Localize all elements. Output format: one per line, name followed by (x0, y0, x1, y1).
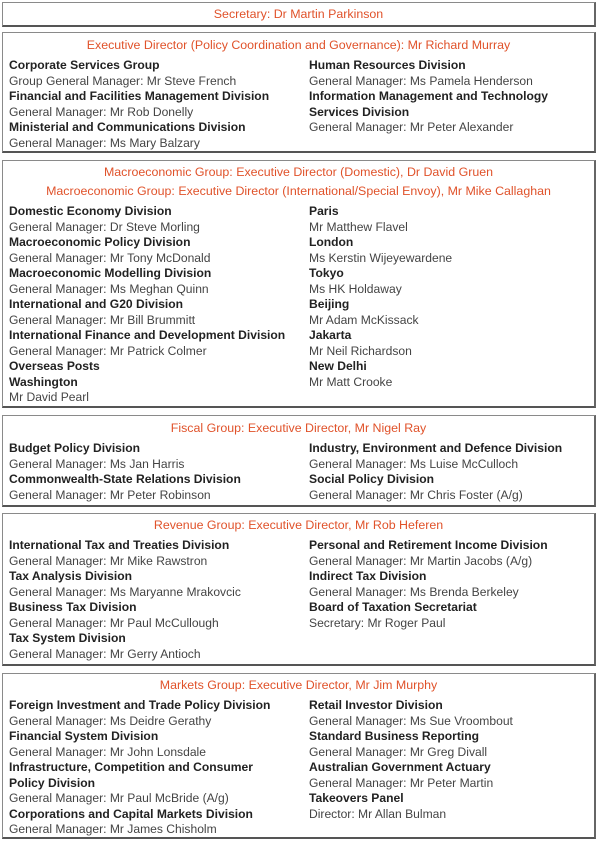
division-title: Social Policy Division (309, 472, 435, 486)
division-manager: General Manager: Mr Peter Alexander (309, 120, 514, 134)
division-title: Australian Government Actuary (309, 760, 491, 774)
secretary-box (2, 2, 596, 27)
division-manager: General Manager: Mr James Chisholm (9, 822, 217, 836)
division-manager: General Manager: Ms Luise McCulloch (309, 456, 519, 471)
division-title: Macroeconomic Policy Division (9, 235, 191, 249)
post-title: Beijing (309, 297, 350, 311)
division-title: Corporations and Capital Markets Division (9, 806, 253, 821)
division-manager: General Manager: Ms Pamela Henderson (309, 73, 533, 88)
division-title: Human Resources Division (309, 58, 466, 72)
division-manager: General Manager: Mr Peter Robinson (9, 487, 211, 502)
division-manager: General Manager: Ms Deidre Gerathy (9, 713, 212, 728)
division-title: Standard Business Reporting (309, 729, 480, 743)
division-title: Infrastructure, Competition and Consumer Policy Division (9, 760, 253, 790)
division-title: International Finance and Development Division (9, 328, 286, 342)
post-officer: Ms Kerstin Wijeyewardene (309, 250, 453, 265)
right-column (309, 441, 589, 503)
left-column (9, 538, 309, 662)
post-officer: Ms HK Holdaway (309, 281, 402, 296)
left-column (9, 58, 309, 151)
macroeconomic-box (2, 160, 596, 408)
division-manager: General Manager: Dr Steve Morling (9, 219, 200, 234)
division-title: Business Tax Division (9, 600, 137, 614)
division-title: Retail Investor Division (309, 698, 443, 712)
division-title: Commonwealth-State Relations Division (9, 472, 241, 486)
overseas-posts-title: Overseas Posts (9, 359, 100, 373)
division-manager: General Manager: Mr Paul McCullough (9, 615, 219, 630)
division-title: Ministerial and Communications Division (9, 120, 246, 134)
division-manager: General Manager: Mr Rob Donelly (9, 104, 194, 119)
division-title: Macroeconomic Modelling Division (9, 266, 212, 280)
division-manager: General Manager: Ms Brenda Berkeley (309, 584, 519, 599)
division-manager: General Manager: Mr Chris Foster (A/g) (309, 487, 523, 502)
group-heading: Fiscal Group: Executive Director, Mr Nigel Ray (170, 421, 427, 435)
division-title: Domestic Economy Division (9, 204, 172, 218)
post-title: New Delhi (309, 359, 367, 373)
division-manager: Director: Mr Allan Bulman (309, 806, 447, 821)
division-manager: General Manager: Mr Gerry Antioch (9, 646, 201, 661)
division-manager: Secretary: Mr Roger Paul (309, 615, 446, 630)
division-manager: General Manager: Ms Sue Vroombout (309, 713, 513, 728)
division-manager: General Manager: Mr Tony McDonald (9, 250, 211, 265)
division-manager: General Manager: Ms Jan Harris (9, 456, 185, 471)
division-manager: General Manager: Mr John Lonsdale (9, 744, 206, 759)
left-column (9, 698, 309, 838)
division-title: Takeovers Panel (309, 791, 404, 805)
group-heading: Macroeconomic Group: Executive Director (International/Special Envoy), Mr Mike Callaghan (46, 184, 551, 198)
post-officer: Mr Neil Richardson (309, 343, 412, 358)
division-manager: General Manager: Mr Patrick Colmer (9, 343, 207, 358)
fiscal-box (2, 415, 596, 507)
group-heading: Revenue Group: Executive Director, Mr Rob Heferen (153, 518, 444, 532)
markets-box (2, 673, 596, 839)
division-title: Indirect Tax Division (309, 569, 427, 583)
left-column (9, 204, 309, 406)
post-officer: Mr Matt Crooke (309, 374, 393, 389)
revenue-box (2, 513, 596, 666)
post-officer: Mr Matthew Flavel (309, 219, 408, 234)
group-heading: Markets Group: Executive Director, Mr Jim Murphy (159, 678, 438, 692)
post-officer: Mr Adam McKissack (309, 312, 419, 327)
division-title: Financial System Division (9, 729, 159, 743)
division-title: Information Management and Technology Services Division (309, 89, 548, 119)
division-manager: General Manager: Ms Mary Balzary (9, 135, 200, 150)
post-title: Washington (9, 374, 78, 389)
division-title: International Tax and Treaties Division (9, 538, 230, 552)
group-heading: Macroeconomic Group: Executive Director (Domestic), Dr David Gruen (103, 165, 494, 179)
division-title: Industry, Environment and Defence Division (309, 441, 563, 455)
right-column (309, 58, 589, 151)
division-manager: Group General Manager: Mr Steve French (9, 73, 237, 88)
division-manager: General Manager: Mr Martin Jacobs (A/g) (309, 553, 533, 568)
division-manager: General Manager: Ms Meghan Quinn (9, 281, 209, 296)
division-title: Tax System Division (9, 631, 126, 645)
right-column (309, 538, 589, 662)
division-manager: General Manager: Mr Peter Martin (309, 775, 494, 790)
right-column (309, 204, 589, 406)
division-title: Personal and Retirement Income Division (309, 538, 548, 552)
group-heading: Executive Director (Policy Coordination and Governance): Mr Richard Murray (86, 38, 511, 52)
division-manager: General Manager: Ms Maryanne Mrakovcic (9, 584, 241, 599)
division-title: Budget Policy Division (9, 441, 141, 455)
post-title: Tokyo (309, 266, 344, 280)
post-title: Paris (309, 204, 339, 218)
post-title: London (309, 235, 354, 249)
division-manager: General Manager: Mr Paul McBride (A/g) (9, 791, 229, 805)
division-manager: General Manager: Mr Mike Rawstron (9, 553, 208, 568)
secretary-heading: Secretary: Dr Martin Parkinson (213, 7, 384, 21)
division-title: Board of Taxation Secretariat (309, 600, 477, 614)
post-title: Jakarta (309, 328, 352, 342)
division-title: International and G20 Division (9, 297, 184, 311)
division-manager: General Manager: Mr Bill Brummitt (9, 312, 196, 327)
division-title: Financial and Facilities Management Division (9, 89, 270, 103)
division-title: Foreign Investment and Trade Policy Division (9, 698, 271, 712)
policy-coordination-box (2, 32, 596, 153)
division-title: Corporate Services Group (9, 58, 160, 72)
division-manager: General Manager: Mr Greg Divall (309, 744, 488, 759)
post-officer: Mr David Pearl (9, 390, 89, 404)
left-column (9, 441, 309, 503)
right-column (309, 698, 589, 838)
division-title: Tax Analysis Division (9, 569, 132, 583)
